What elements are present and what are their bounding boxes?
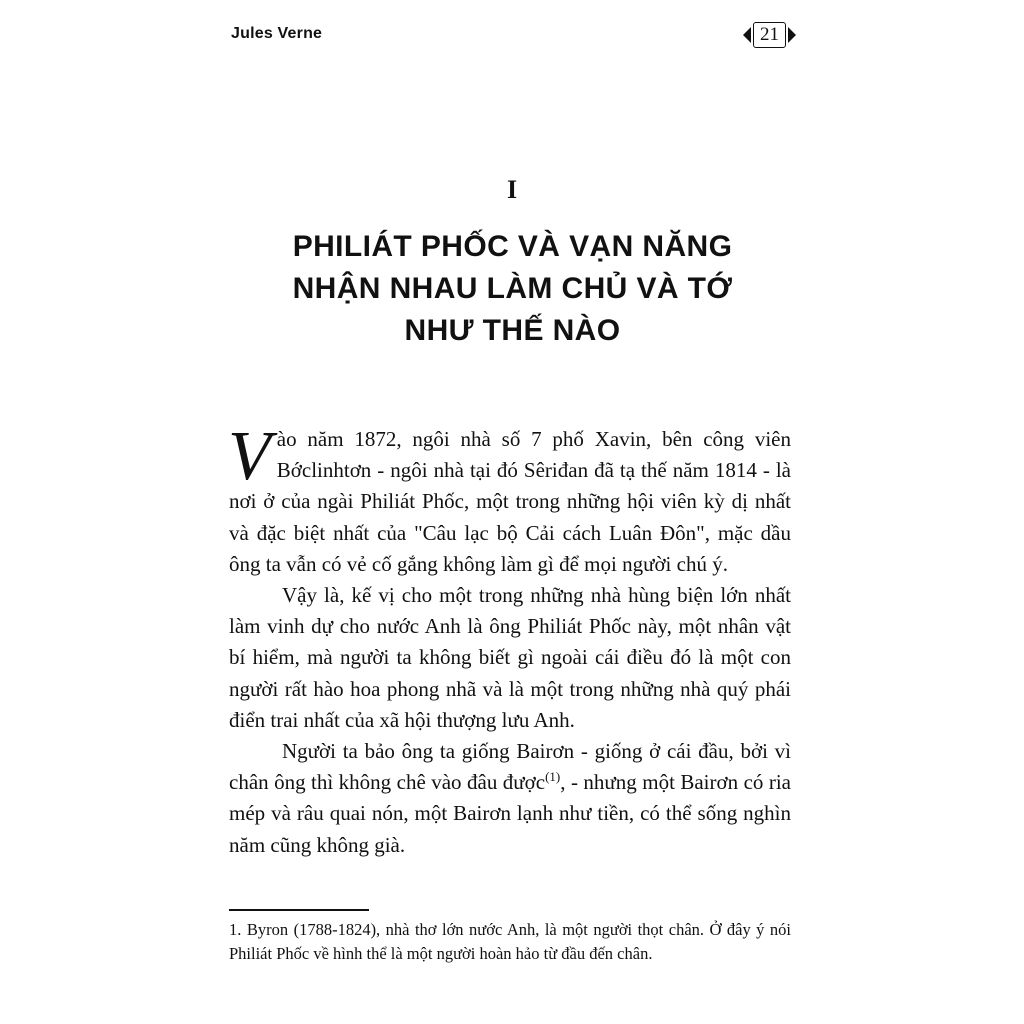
footnote-divider	[229, 909, 369, 911]
paragraph-text: , - nhưng một Bairơn có ria mép và râu quai nón, một Bairơn lạnh như tiền, có thể sống nghìn năm cũng không già.	[229, 770, 791, 857]
footnote: 1. Byron (1788-1824), nhà thơ lớn nước Anh, là một người thọt chân. Ở đây ý nói Philiát Phốc về hình thể là một người hoàn hảo từ đầu đến chân.	[229, 920, 791, 963]
footnote-reference: (1)	[545, 769, 561, 785]
triangle-left-icon	[743, 27, 751, 43]
drop-cap: V	[228, 418, 271, 495]
chapter-title-line: NHẬN NHAU LÀM CHỦ VÀ TỚ	[292, 272, 733, 305]
paragraph	[229, 736, 791, 861]
paragraph	[228, 418, 791, 580]
chapter-title	[250, 226, 775, 352]
chapter-title-line: NHƯ THẾ NÀO	[404, 314, 621, 347]
body-text	[228, 418, 791, 861]
running-header-author: Jules Verne	[231, 25, 323, 42]
paragraph: Vậy là, kế vị cho một trong những nhà hùng biện lớn nhất làm vinh dự cho nước Anh là ông Philiát Phốc này, một nhân vật bí hiểm, mà người ta không biết gì ngoài cái điều đó là một con người rất hào hoa phong nhã và là một trong những nhà quý phái điển trai nhất của xã hội thượng lưu Anh.	[229, 583, 791, 732]
triangle-right-icon	[788, 27, 796, 43]
chapter-title-line: PHILIÁT PHỐC VÀ VẠN NĂNG	[292, 230, 733, 263]
chapter-number: I	[506, 175, 518, 204]
page-number: 21	[753, 22, 786, 48]
paragraph-text: ào năm 1872, ngôi nhà số 7 phố Xavin, bên công viên Bớclinhtơn - ngôi nhà tại đó Sêriđan đã tạ thế năm 1814 - là nơi ở của ngài Philiát Phốc, một trong những hội viên kỳ dị nhất và đặc biệt nhất của "Câu lạc bộ Cải cách Luân Đôn", mặc dầu ông ta vẫn có vẻ cố gắng không làm gì để mọi người chú ý.	[229, 427, 791, 576]
page-number-badge	[743, 20, 796, 50]
paragraph-text: Người ta bảo ông ta giống Bairơn - giống ở cái đầu, bởi vì chân ông thì không chê vào đâu được	[229, 739, 791, 795]
